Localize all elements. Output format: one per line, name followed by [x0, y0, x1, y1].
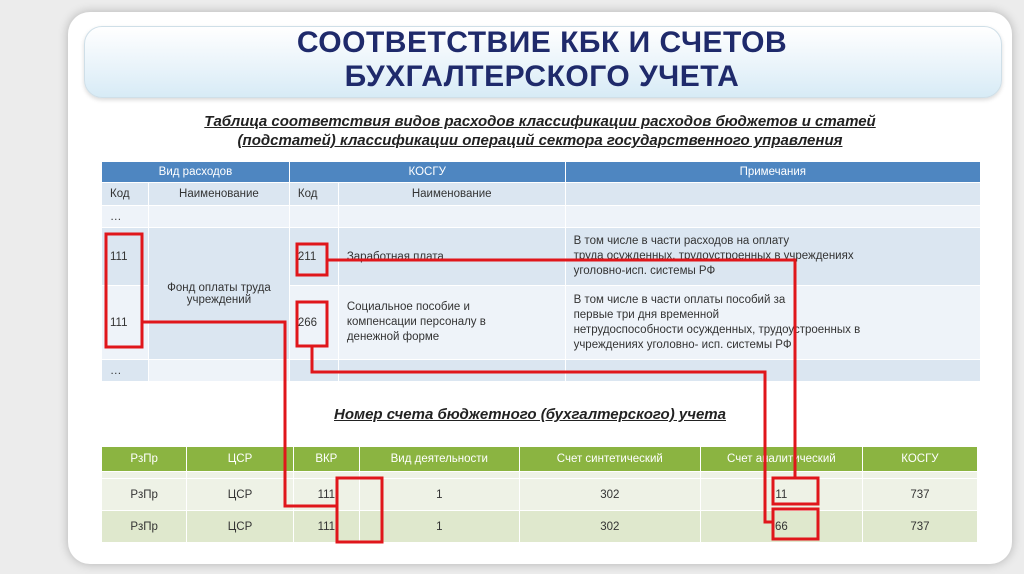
vr-code-cell: 111	[102, 228, 149, 286]
col-rzpr: РзПр	[102, 447, 187, 472]
subtitle-line-1: Таблица соответствия видов расходов классификации расходов бюджетов и статей	[204, 113, 876, 130]
vr-code-cell: 111	[102, 286, 149, 360]
title-line-1: СООТВЕТСТВИЕ КБК И СЧЕТОВ	[296, 26, 788, 59]
correspondence-table	[101, 161, 981, 382]
header-notes: Примечания	[565, 162, 980, 183]
kosgu-code-cell: 211	[289, 228, 338, 286]
kosgu-name-cell: Заработная плата	[338, 228, 565, 286]
ellipsis-cell: …	[102, 360, 149, 382]
kosgu-name-cell: Социальное пособие и компенсации персоналу в денежной форме	[338, 286, 565, 360]
col-vkr: ВКР	[293, 447, 359, 472]
col-activity: Вид деятельности	[359, 447, 519, 472]
subheader-kosgu-name: Наименование	[338, 183, 565, 206]
table-row: РзПр ЦСР 111 1 302 11 737	[102, 479, 978, 511]
note-cell: В том числе в части оплаты пособий за первые три дня временной нетрудоспособности осужденных, трудоустроенных в учреждениях уголовно- исп. системы РФ	[565, 286, 980, 360]
col-synthetic: Счет синтетический	[519, 447, 700, 472]
account-number-table	[101, 446, 978, 543]
table-subtitle	[100, 112, 980, 150]
account-caption: Номер счета бюджетного (бухгалтерского) учета	[334, 406, 726, 423]
ellipsis-cell: …	[102, 206, 149, 228]
subheader-kosgu-code: Код	[289, 183, 338, 206]
header-vid-raskhodov: Вид расходов	[102, 162, 290, 183]
note-cell: В том числе в части расходов на оплату труда осужденных, трудоустроенных в учреждениях уголовно-исп. системы РФ	[565, 228, 980, 286]
slide-title	[84, 26, 1000, 94]
col-csr: ЦСР	[187, 447, 294, 472]
subheader-name: Наименование	[148, 183, 289, 206]
col-analytic: Счет аналитический	[700, 447, 862, 472]
vr-name-cell: Фонд оплаты труда учреждений	[148, 228, 289, 360]
table-row: РзПр ЦСР 111 1 302 66 737	[102, 511, 978, 543]
subheader-code: Код	[102, 183, 149, 206]
col-kosgu: КОСГУ	[862, 447, 977, 472]
title-line-2: БУХГАЛТЕРСКОГО УЧЕТА	[344, 60, 740, 93]
subtitle-line-2: (подстатей) классификации операций сектора государственного управления	[237, 132, 843, 149]
kosgu-code-cell: 266	[289, 286, 338, 360]
header-kosgu: КОСГУ	[289, 162, 565, 183]
